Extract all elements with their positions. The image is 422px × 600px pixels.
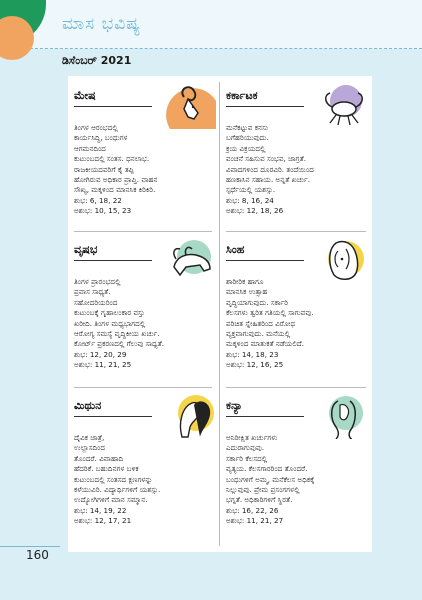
prediction-text [226, 277, 368, 371]
prediction-line: ಕುಟುಂಬಕ್ಕೆ ಗೃಹಾಲಂಕಾರ ವಸ್ತು [74, 308, 145, 318]
caution-dates: ಅಶುಭ: 10, 15, 23 [74, 206, 132, 216]
sign-name: ಮೇಷ [74, 89, 96, 102]
caution-dates: ಅಶುಭ: 11, 21, 27 [226, 516, 284, 526]
name-underline [226, 106, 304, 107]
lucky-dates: ಶುಭ: 14, 18, 23 [226, 349, 279, 359]
prediction-line: ತಿಂಗಳ ಆರಂಭದಲ್ಲಿ [74, 123, 118, 132]
sign-name: ವೃಷಭ [74, 243, 98, 256]
prediction-text [226, 123, 368, 217]
horoscope-card-vrishabha [74, 243, 218, 383]
prediction-line: ಅನಿರೀಕ್ಷಿತ ಖರ್ಚುಗಳು [226, 433, 278, 442]
horoscope-card-karkataka [226, 89, 370, 229]
prediction-line: ಬಂಧುಗಳಿಗೆ ಅಮ್ಮ, ಮನೆಕೆಲಸ ಅಧಿಕಕ್ಕೆ [226, 474, 315, 484]
prediction-line: ನಿಲ್ಲುವುವು. ಪ್ರೇಮ ಪ್ರಸಂಗಗಳಲ್ಲಿ [226, 485, 300, 495]
page-rule [0, 546, 60, 547]
prediction-line: ತೊಂದರೆ. ವಿವಾಹಾದಿ [74, 453, 124, 463]
caution-dates: ಅಶುಭ: 11, 21, 25 [74, 360, 132, 370]
page-number: 160 [26, 548, 49, 562]
horoscope-card-kanya [226, 399, 370, 545]
horoscope-card-mesha [74, 89, 218, 229]
row-divider-2-left [74, 387, 212, 388]
horoscope-card-mithuna [74, 399, 218, 545]
prediction-line: ಶಾರೀರಿಕ ಹಾಗೂ [226, 277, 264, 286]
prediction-line: ಕುಟುಂಬದಲ್ಲಿ ಸಂತಸ. ಧನಲಾಭ. [74, 154, 150, 164]
prediction-line: ಹೆದರಿಕೆ. ಬಹುದಿನಗಳ ಬಳಿಕ [74, 464, 139, 474]
prediction-line: ಆರೋಗ್ಯ ಸಮಸ್ಯೆ ವೃದ್ಧಿಕೀಯ ಖರ್ಚು. [74, 329, 160, 339]
prediction-line: ಸರ್ಕಾರಿ ಕೆಲಸದಲ್ಲಿ [226, 453, 268, 463]
row-divider-1-left [74, 231, 212, 232]
row-divider-1-right [226, 231, 366, 232]
lucky-dates: ಶುಭ: 8, 16, 24 [226, 195, 274, 205]
lucky-dates: ಶುಭ: 12, 20, 29 [74, 349, 127, 359]
prediction-line: ಎದುರಾಗುವುವು. [226, 443, 265, 453]
prediction-line: ಪರಿಚಿತ ಸ್ನೇಹಿತರಿಂದ ವಿರೋಧ [226, 318, 296, 328]
column-divider [219, 82, 220, 546]
prediction-line: ಕಾರ್ಯಸಿದ್ಧಿ, ಬಂಧುಗಳ [74, 133, 128, 143]
prediction-line: ಕ್ರಯ ವಿಕ್ರಯದಲ್ಲಿ [226, 143, 266, 153]
section-title: ಮಾಸ ಭವಿಷ್ಯ [62, 14, 142, 34]
prediction-line: ಸೌಖ್ಯ, ಮಕ್ಕಳಿಂದ ಮಾನಸಿಕ ಕಿರಿಕಿರಿ. [74, 185, 156, 195]
prediction-line: ಭಗ್ನತೆ. ಅಧಿಕಾರಿಗಳಿಗೆ ಸ್ಥಿರತೆ. [226, 495, 293, 505]
sign-name: ಸಿಂಹ [226, 243, 245, 256]
prediction-line: ಮಾನಸಿಕ ಉತ್ಸಾಹ [226, 287, 268, 297]
prediction-line: ವಂಚನೆ ಸಹಿಸುವ ಸಂಭವ, ಜಾಗ್ರತೆ. [226, 154, 307, 164]
prediction-line: ಉದ್ಯೋಗಿಗಳಿಗೆ ಮಾನ ಸಮ್ಮಾನ. [74, 495, 148, 505]
name-underline [74, 260, 152, 261]
prediction-line: ವ್ಯಕ್ತವಾಗುವುದು. ಮನೆಯಲ್ಲಿ [226, 329, 291, 339]
prediction-line: ಕೋರ್ಟ್ ಪ್ರಕರಣದಲ್ಲಿ ಗೆಲುವು ಸಾಧ್ಯತೆ. [74, 339, 165, 349]
sign-name: ಕರ್ಕಾಟಕ [226, 89, 258, 102]
caution-dates: ಅಶುಭ: 12, 18, 26 [226, 206, 284, 216]
prediction-line: ಮಕ್ಕಳಿಂದ ಮಾತುಕತೆ ನಡೆಯಲಿದೆ. [226, 339, 304, 349]
prediction-line: ವಿವಾದಗಳಿಂದ ದೂರವಿರಿ. ತಂದೆಯಿಂದ [226, 164, 314, 174]
prediction-line: ಕೆಲಸಗಳು ತ್ವರಿತ ಗತಿಯಲ್ಲಿ ಸಾಗುವವು. [226, 308, 314, 318]
prediction-line: ಕುಟುಂಬದಲ್ಲಿ ಸಂತಸದ ಕ್ಷಣಗಳನ್ನು [74, 474, 153, 484]
lucky-dates: ಶುಭ: 14, 19, 22 [74, 505, 127, 515]
name-underline [226, 260, 304, 261]
prediction-line: ಮನೆಕಟ್ಟುವ ಕನಸು [226, 123, 269, 132]
prediction-line: ಹಣಕಾಸಿನ ಸಹಾಯ. ಅನ್ನತೆ ಖರ್ಚು. [226, 175, 311, 185]
prediction-line: ಉಲ್ಲಾಸದಿಂದ [74, 443, 105, 453]
horoscope-card-simha [226, 243, 370, 383]
sign-name: ಮಿಥುನ [74, 399, 102, 412]
lucky-dates: ಶುಭ: 16, 22, 26 [226, 505, 279, 515]
prediction-line: ಹೋಗಿರುವ ಅಧಿಕಾರ ಪ್ರಾಪ್ತಿ. ವಾಹನ [74, 175, 158, 185]
prediction-text [74, 277, 216, 371]
prediction-line: ಕಳೆಯುವಿರಿ. ವಿದ್ಯಾರ್ಥಿಗಳಿಗೆ ಯಶಸ್ಸು. [74, 485, 161, 495]
prediction-line: ವ್ಯತ್ಯಯ. ಕೆಲಸಗಾರರಿಂದ ತೊಂದರೆ. [226, 464, 308, 474]
prediction-text [74, 433, 216, 527]
prediction-line: ಸ್ಪರ್ಧೆಯಲ್ಲಿ ಯಶಸ್ಸು. [226, 185, 276, 195]
prediction-line: ಪ್ರವಾಸ ಸಾಧ್ಯತೆ. [74, 287, 111, 297]
prediction-line: ಬಗೆಹರಿಯುವುದು. [226, 133, 269, 143]
prediction-line: ಆಗಮನದಿಂದ [74, 143, 106, 153]
name-underline [226, 416, 304, 417]
sign-name: ಕನ್ಯಾ [226, 399, 243, 412]
row-divider-2-right [226, 387, 366, 388]
prediction-line: ಸಹೋದರಿಯರಿಂದ [74, 297, 118, 307]
caution-dates: ಅಶುಭ: 12, 16, 25 [226, 360, 284, 370]
name-underline [74, 106, 152, 107]
month-label: ಡಿಸೆಂಬರ್ 2021 [62, 54, 132, 67]
lucky-dates: ಶುಭ: 6, 18, 22 [74, 195, 122, 205]
prediction-text [74, 123, 216, 217]
prediction-line: ಖರೀದಿ. ತಿಂಗಳ ಮಧ್ಯಭಾಗದಲ್ಲಿ [74, 318, 146, 328]
caution-dates: ಅಶುಭ: 12, 17, 21 [74, 516, 132, 526]
name-underline [74, 416, 152, 417]
prediction-line: ರಾಜಕೀಯದವರಿಗೆ ಕೈ ತಪ್ಪಿ [74, 164, 134, 174]
prediction-line: ದೈವಿಕ ಜಾತ್ರೆ, [74, 433, 105, 442]
prediction-line: ತಿಂಗಳ ಪ್ರಾರಂಭದಲ್ಲಿ [74, 277, 121, 286]
prediction-text [226, 433, 368, 527]
prediction-line: ವೃದ್ಧಿಯಾಗುವುದು. ಸರ್ಕಾರಿ [226, 297, 289, 307]
